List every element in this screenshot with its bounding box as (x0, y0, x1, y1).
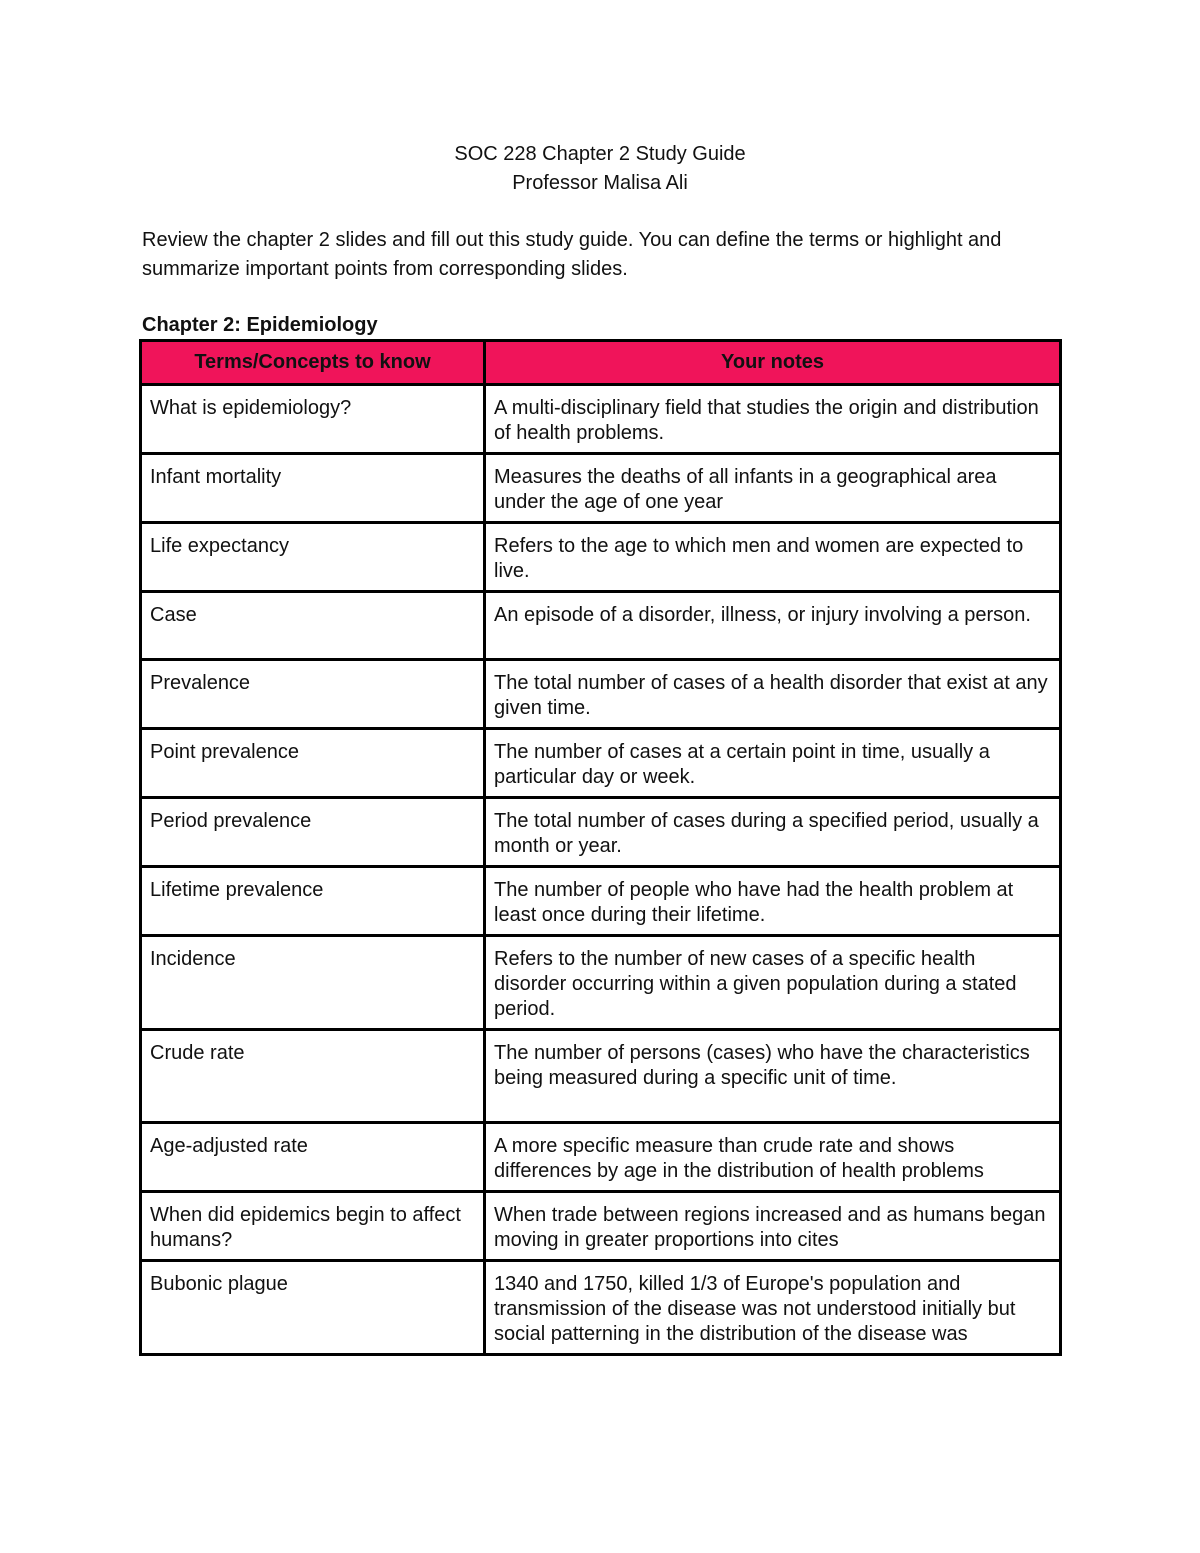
term-cell: Incidence (141, 936, 485, 1030)
term-cell: Bubonic plague (141, 1261, 485, 1355)
header-terms: Terms/Concepts to know (141, 341, 485, 385)
note-cell: The total number of cases of a health disorder that exist at any given time. (485, 660, 1061, 729)
study-guide-table (139, 339, 1062, 1356)
term-cell: Period prevalence (141, 798, 485, 867)
document-header (0, 140, 1200, 198)
section-heading: Chapter 2: Epidemiology (142, 314, 378, 336)
intro-paragraph: Review the chapter 2 slides and fill out this study guide. You can define the terms or highlight and summarize important points from corresponding slides. (142, 229, 1002, 280)
professor-name: Professor Malisa Ali (512, 172, 688, 194)
table-row (141, 592, 1061, 660)
note-cell: The number of persons (cases) who have the characteristics being measured during a specific unit of time. (485, 1030, 1061, 1123)
table-row (141, 523, 1061, 592)
term-cell: When did epidemics begin to affect humans? (141, 1192, 485, 1261)
table-row (141, 1261, 1061, 1355)
table-row (141, 1030, 1061, 1123)
note-cell: Refers to the age to which men and women are expected to live. (485, 523, 1061, 592)
note-cell: The number of people who have had the health problem at least once during their lifetime. (485, 867, 1061, 936)
note-cell: A more specific measure than crude rate and shows differences by age in the distribution of health problems (485, 1123, 1061, 1192)
note-cell: The number of cases at a certain point in time, usually a particular day or week. (485, 729, 1061, 798)
table-row (141, 1192, 1061, 1261)
note-cell: 1340 and 1750, killed 1/3 of Europe's population and transmission of the disease was not understood initially but social patterning in the distribution of the disease was (485, 1261, 1061, 1355)
term-cell: Life expectancy (141, 523, 485, 592)
term-cell: Case (141, 592, 485, 660)
table-header-row (141, 341, 1061, 385)
table-row (141, 867, 1061, 936)
note-cell: An episode of a disorder, illness, or injury involving a person. (485, 592, 1061, 660)
term-cell: Prevalence (141, 660, 485, 729)
table-row (141, 798, 1061, 867)
term-cell: What is epidemiology? (141, 385, 485, 454)
term-cell: Age-adjusted rate (141, 1123, 485, 1192)
table-row (141, 660, 1061, 729)
table-row (141, 729, 1061, 798)
table-row (141, 454, 1061, 523)
note-cell: Measures the deaths of all infants in a geographical area under the age of one year (485, 454, 1061, 523)
note-cell: When trade between regions increased and as humans began moving in greater proportions into cites (485, 1192, 1061, 1261)
term-cell: Lifetime prevalence (141, 867, 485, 936)
note-cell: A multi-disciplinary field that studies the origin and distribution of health problems. (485, 385, 1061, 454)
table-row (141, 1123, 1061, 1192)
term-cell: Infant mortality (141, 454, 485, 523)
note-cell: Refers to the number of new cases of a specific health disorder occurring within a given population during a stated period. (485, 936, 1061, 1030)
term-cell: Crude rate (141, 1030, 485, 1123)
document-title: SOC 228 Chapter 2 Study Guide (454, 143, 746, 165)
table-row (141, 936, 1061, 1030)
term-cell: Point prevalence (141, 729, 485, 798)
note-cell: The total number of cases during a specified period, usually a month or year. (485, 798, 1061, 867)
table-row (141, 385, 1061, 454)
header-notes: Your notes (485, 341, 1061, 385)
